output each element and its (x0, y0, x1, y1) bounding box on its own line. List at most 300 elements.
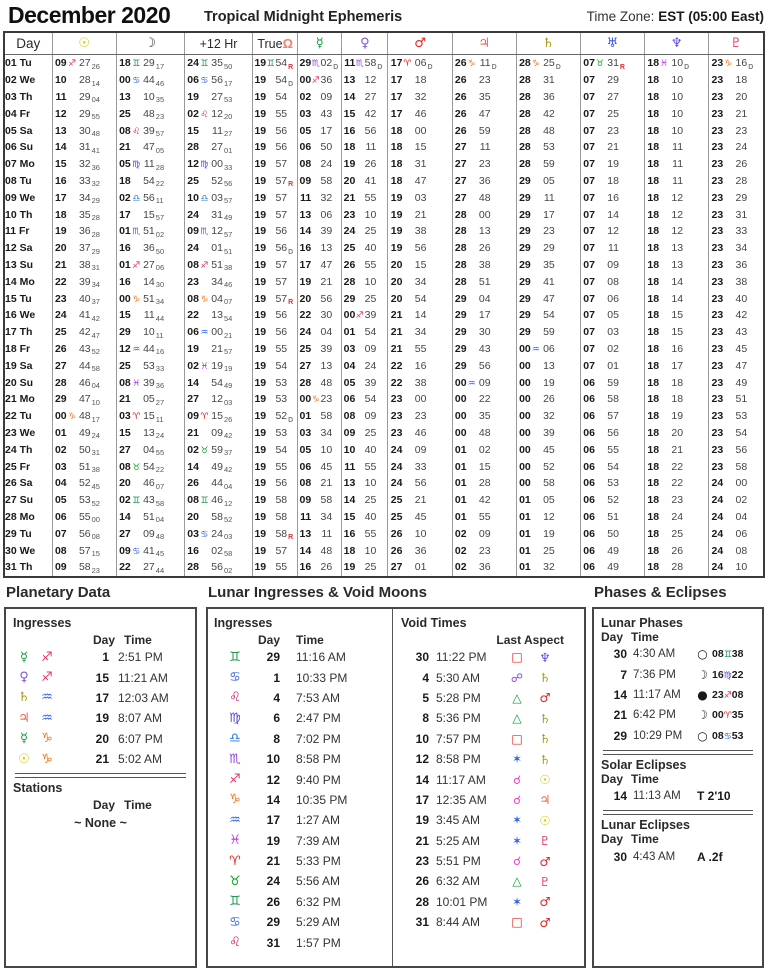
lunar-phase-row (601, 644, 755, 664)
cell-sun (52, 391, 116, 408)
degrees: 23 (390, 426, 403, 439)
cell-mercury (298, 290, 342, 307)
degrees: 06 (583, 477, 595, 490)
ingress-row (13, 729, 188, 749)
cell-jupiter (452, 408, 516, 425)
seconds: 16 (155, 347, 165, 357)
lunar-ingress-row (214, 831, 386, 851)
minutes: 00 (735, 477, 748, 490)
void-times-column (393, 609, 584, 966)
north-node-icon: Ω (282, 36, 294, 51)
direction-marker: D (491, 63, 497, 71)
minutes: 13 (211, 309, 223, 322)
mercury-icon: ☿ (20, 649, 28, 665)
void-day: 21 (415, 833, 429, 848)
degrees: 28 (454, 275, 467, 288)
degrees: 19 (254, 342, 267, 355)
minutes: 23 (478, 544, 491, 557)
degrees: 07 (583, 342, 595, 355)
minutes: 54 (143, 460, 155, 473)
degrees: 18 (647, 477, 660, 490)
degrees: 28 (454, 258, 467, 271)
seconds: 27 (223, 129, 233, 139)
solar-eclipse-row (601, 786, 755, 806)
cell-node (253, 273, 298, 290)
degrees: 23 (711, 359, 724, 372)
table-row (4, 441, 764, 458)
degrees: 29 (54, 393, 67, 406)
day-cell: 27 Su (5, 494, 34, 507)
ingress-day: 21 (95, 752, 109, 767)
cell-saturn (516, 391, 580, 408)
cell-saturn (516, 374, 580, 391)
degrees: 18 (647, 426, 660, 439)
seconds: 55 (155, 448, 165, 458)
cell-sun (52, 341, 116, 358)
seconds: 38 (91, 465, 100, 475)
cell-saturn (516, 257, 580, 274)
ingress-day: 10 (266, 752, 280, 767)
degrees: 02 (119, 494, 131, 507)
position-degrees: 08 (712, 648, 724, 661)
cell-saturn (516, 357, 580, 374)
degrees: 26 (454, 124, 467, 137)
cell-jupiter (452, 391, 516, 408)
cell-venus (342, 425, 388, 442)
minutes: 38 (414, 376, 427, 389)
seconds: 27 (155, 397, 165, 407)
day-cell: 08 Tu (5, 174, 32, 187)
degrees: 05 (299, 124, 312, 137)
degrees: 16 (343, 527, 356, 540)
column-header-true-node (253, 32, 298, 55)
void-time: 5:36 PM (436, 711, 481, 726)
minutes: 39 (364, 376, 377, 389)
degrees: 07 (583, 275, 595, 288)
degrees: 22 (54, 275, 67, 288)
cell-saturn (516, 240, 580, 257)
seconds: 45 (155, 549, 165, 558)
ingress-day: 24 (266, 874, 280, 889)
cell-moon (116, 273, 184, 290)
direction-marker: R (288, 299, 294, 307)
degrees: 23 (711, 393, 724, 406)
cell-saturn (516, 441, 580, 458)
cell-moon (116, 307, 184, 324)
day-cell: 20 Su (5, 376, 34, 389)
degrees: 28 (187, 561, 199, 574)
stations-label: Stations (13, 781, 63, 796)
minutes: 14 (607, 208, 619, 221)
seconds: 37 (91, 297, 100, 307)
ingress-time: 6:32 PM (296, 894, 341, 909)
table-row (4, 324, 764, 341)
phase-time: 7:36 PM (633, 668, 676, 681)
degrees: 17 (119, 208, 131, 221)
minutes: 02 (320, 57, 333, 70)
minutes: 54 (735, 426, 748, 439)
minutes: 10 (671, 124, 684, 137)
seconds: 44 (155, 313, 165, 323)
degrees: 16 (54, 174, 67, 187)
minutes: 43 (78, 342, 91, 355)
degrees: 19 (254, 410, 267, 423)
cell-sun (52, 290, 116, 307)
cell-saturn (516, 458, 580, 475)
cell-node (253, 324, 298, 341)
quarter-moon-icon: ☽ (697, 708, 708, 723)
cell-moon (116, 290, 184, 307)
position-degrees: 16 (712, 668, 724, 681)
minutes: 58 (364, 57, 377, 70)
cell-uranus (580, 72, 644, 89)
void-time-row (397, 831, 580, 851)
minutes: 55 (275, 107, 288, 120)
minutes: 02 (478, 443, 491, 456)
cell-node (253, 408, 298, 425)
planetary-data-title: Planetary Data (6, 584, 111, 601)
minutes: 40 (364, 242, 377, 255)
degrees: 18 (647, 107, 660, 120)
degrees: 19 (254, 57, 267, 70)
minutes: 51 (211, 258, 223, 271)
lunar-ingress-row (214, 749, 386, 769)
cap-icon: ♑ (41, 731, 53, 747)
minutes: 50 (320, 141, 333, 154)
cell-node (253, 156, 298, 173)
cell-jupiter (452, 89, 516, 106)
seconds: 04 (223, 481, 233, 491)
degrees: 18 (647, 258, 660, 271)
minutes: 00 (414, 124, 427, 137)
minutes: 49 (735, 376, 748, 389)
degrees: 09 (343, 426, 356, 439)
cell-uranus (580, 542, 644, 559)
cell-venus (342, 89, 388, 106)
degrees: 16 (187, 544, 199, 557)
cell-saturn (516, 206, 580, 223)
cell-saturn (516, 290, 580, 307)
cell-saturn (516, 173, 580, 190)
cell-mars (388, 458, 452, 475)
sun-icon: ☉ (539, 812, 551, 828)
cell-neptune (645, 72, 709, 89)
minutes: 11 (212, 124, 223, 137)
degrees: 23 (711, 225, 724, 238)
minutes: 27 (78, 57, 91, 70)
degrees: 01 (454, 460, 467, 473)
table-row (4, 391, 764, 408)
minutes: 47 (78, 393, 91, 406)
degrees: 08 (299, 158, 312, 171)
degrees: 18 (390, 158, 403, 171)
cell-sun (52, 139, 116, 156)
degrees: 13 (54, 124, 67, 137)
ingress-day: 1 (102, 650, 109, 665)
minutes: 06 (414, 57, 427, 70)
degrees: 19 (54, 225, 67, 238)
degrees: 28 (454, 242, 467, 255)
degrees: 09 (54, 57, 67, 70)
cell-pluto (709, 458, 764, 475)
seconds: 30 (155, 280, 165, 290)
cell-neptune (645, 89, 709, 106)
minutes: 11 (672, 174, 684, 187)
degrees: 26 (54, 342, 67, 355)
saturn-icon: ♄ (539, 731, 551, 747)
day-cell: 03 Th (5, 90, 33, 103)
table-row (4, 105, 764, 122)
minutes: 34 (414, 326, 427, 339)
seconds: 44 (155, 565, 165, 575)
degrees: 26 (454, 74, 467, 87)
cell-node (253, 357, 298, 374)
column-header-plus12: +12 Hr (184, 32, 252, 55)
can-icon: ♋ (723, 731, 732, 742)
degrees: 23 (390, 410, 403, 423)
void-day: 8 (422, 711, 429, 726)
cell-mars (388, 189, 452, 206)
cell-venus (342, 341, 388, 358)
seconds: 28 (155, 162, 165, 172)
minutes: 57 (275, 258, 288, 271)
void-time: 11:17 AM (436, 772, 486, 787)
cell-saturn (516, 492, 580, 509)
cell-pluto (709, 223, 764, 240)
minutes: 45 (320, 460, 333, 473)
degrees: 02 (187, 107, 199, 120)
day-cell: 16 We (5, 309, 36, 322)
minutes: 39 (364, 309, 377, 322)
degrees: 12 (54, 107, 67, 120)
minutes: 48 (478, 426, 491, 439)
degrees: 02 (299, 90, 312, 103)
position-minutes: 22 (731, 668, 744, 681)
degrees: 01 (519, 527, 531, 540)
minutes: 29 (143, 57, 155, 70)
degrees: 18 (647, 410, 660, 423)
seconds: 38 (223, 263, 233, 273)
gem-icon: ♊ (229, 894, 241, 910)
column-header-uranus-icon: ♅ (580, 32, 644, 55)
cell-p12 (184, 408, 252, 425)
cell-mars (388, 509, 452, 526)
minutes: 56 (143, 191, 155, 204)
minutes: 57 (275, 292, 288, 305)
degrees: 17 (390, 107, 403, 120)
degrees: 06 (187, 74, 199, 87)
ingresses-label: Ingresses (13, 616, 72, 630)
seconds: 06 (155, 263, 165, 273)
degrees: 18 (647, 158, 660, 171)
cell-mercury (298, 425, 342, 442)
degrees: 18 (647, 292, 660, 305)
cell-moon (116, 542, 184, 559)
sign-glyph: ♈ (132, 412, 141, 423)
cell-venus (342, 441, 388, 458)
day-cell: 19 Sa (5, 359, 33, 372)
minutes: 58 (275, 527, 288, 540)
direction-marker: R (288, 181, 294, 189)
degrees: 15 (119, 426, 131, 439)
minutes: 26 (671, 544, 684, 557)
degrees: 28 (519, 57, 531, 70)
degrees: 24 (187, 242, 199, 255)
degrees: 19 (254, 74, 267, 87)
cell-mars (388, 408, 452, 425)
minutes: 06 (320, 208, 333, 221)
minutes: 52 (211, 174, 223, 187)
minutes: 24 (320, 158, 333, 171)
eclipse-time: 11:13 AM (633, 790, 681, 803)
cell-moon (116, 324, 184, 341)
minutes: 56 (275, 309, 288, 322)
cell-sun (52, 273, 116, 290)
degrees: 23 (711, 141, 724, 154)
minutes: 25 (543, 57, 555, 70)
cell-uranus (580, 525, 644, 542)
phase-position (712, 689, 743, 701)
cell-mercury (298, 441, 342, 458)
degrees: 29 (519, 275, 531, 288)
cell-jupiter (452, 290, 516, 307)
degrees: 03 (54, 460, 67, 473)
degrees: 29 (454, 292, 467, 305)
cell-sun (52, 408, 116, 425)
minutes: 29 (607, 74, 619, 87)
cell-venus (342, 206, 388, 223)
minutes: 58 (78, 561, 91, 574)
sign-glyph: ♏ (200, 227, 209, 238)
degrees: 18 (647, 510, 660, 523)
void-time-row (397, 729, 580, 749)
degrees: 18 (647, 460, 660, 473)
degrees: 02 (454, 544, 467, 557)
ingress-day: 29 (266, 915, 280, 930)
degrees: 08 (187, 494, 199, 507)
cell-saturn (516, 341, 580, 358)
cell-mercury (298, 475, 342, 492)
degrees: 08 (119, 124, 131, 137)
degrees: 27 (119, 443, 131, 456)
cell-sun (52, 559, 116, 577)
degrees: 24 (711, 494, 724, 507)
seconds: 36 (155, 381, 165, 391)
degrees: 05 (119, 158, 131, 171)
degrees: 24 (54, 309, 67, 322)
direction-marker: D (333, 63, 339, 71)
minutes: 34 (211, 275, 223, 288)
void-time-row (397, 688, 580, 708)
cell-p12 (184, 475, 252, 492)
cell-neptune (645, 173, 709, 190)
degrees: 19 (254, 107, 267, 120)
cell-mars (388, 139, 452, 156)
degrees: 16 (299, 242, 312, 255)
degrees: 14 (299, 225, 312, 238)
minutes: 43 (735, 326, 748, 339)
seconds: 02 (155, 229, 165, 239)
cell-uranus (580, 139, 644, 156)
cell-uranus (580, 475, 644, 492)
cell-mars (388, 156, 452, 173)
seconds: 31 (91, 448, 100, 458)
aqu-icon: ♒ (41, 690, 53, 706)
degrees: 20 (343, 174, 356, 187)
cell-mars (388, 542, 452, 559)
sign-glyph: ♈ (403, 59, 412, 70)
degrees: 07 (583, 309, 595, 322)
minutes: 51 (478, 275, 491, 288)
ingress-time: 1:57 PM (296, 935, 341, 950)
minutes: 10 (671, 90, 684, 103)
vir-icon: ♍ (723, 670, 732, 681)
minutes: 16 (414, 359, 427, 372)
minutes: 13 (671, 258, 684, 271)
minutes: 11 (608, 242, 619, 255)
degrees: 05 (54, 494, 67, 507)
minutes: 57 (275, 158, 288, 171)
minutes: 18 (414, 74, 427, 87)
seconds: 20 (223, 112, 233, 122)
direction-marker: D (427, 63, 433, 71)
cell-p12 (184, 173, 252, 190)
jupiter-icon: ♃ (539, 792, 551, 808)
cell-jupiter (452, 341, 516, 358)
minutes: 54 (607, 460, 619, 473)
day-column-header: Day (601, 630, 624, 644)
minutes: 46 (211, 494, 223, 507)
ingress-row (13, 688, 188, 708)
degrees: 18 (647, 494, 660, 507)
seconds: 17 (155, 61, 165, 71)
phase-day: 30 (613, 647, 627, 662)
degrees: 29 (519, 225, 531, 238)
column-header-neptune-icon: ♆ (645, 32, 709, 55)
cell-venus (342, 492, 388, 509)
degrees: 00 (454, 426, 467, 439)
lib-icon: ♎ (229, 731, 241, 747)
ingress-day: 19 (95, 711, 109, 726)
sign-glyph: ♐ (132, 260, 141, 271)
cell-p12 (184, 341, 252, 358)
minutes: 01 (211, 242, 223, 255)
cell-pluto (709, 324, 764, 341)
phases-section-title: Phases & Eclipses (594, 584, 727, 601)
cell-node (253, 341, 298, 358)
degrees: 19 (254, 326, 267, 339)
cell-pluto (709, 173, 764, 190)
minutes: 03 (414, 191, 427, 204)
cell-neptune (645, 223, 709, 240)
degrees: 01 (343, 326, 356, 339)
minutes: 44 (143, 342, 155, 355)
minutes: 03 (607, 326, 619, 339)
degrees: 24 (711, 544, 724, 557)
minutes: 12 (543, 510, 555, 523)
degrees: 18 (647, 57, 660, 70)
mars-icon: ♂ (539, 894, 551, 910)
degrees: 09 (187, 410, 199, 423)
degrees: 00 (519, 393, 531, 406)
cell-p12 (184, 89, 252, 106)
direction-marker: D (288, 80, 294, 88)
minutes: 02 (607, 342, 619, 355)
degrees: 23 (711, 174, 724, 187)
degrees: 19 (390, 208, 403, 221)
degrees: 18 (647, 527, 660, 540)
minutes: 28 (78, 74, 91, 87)
